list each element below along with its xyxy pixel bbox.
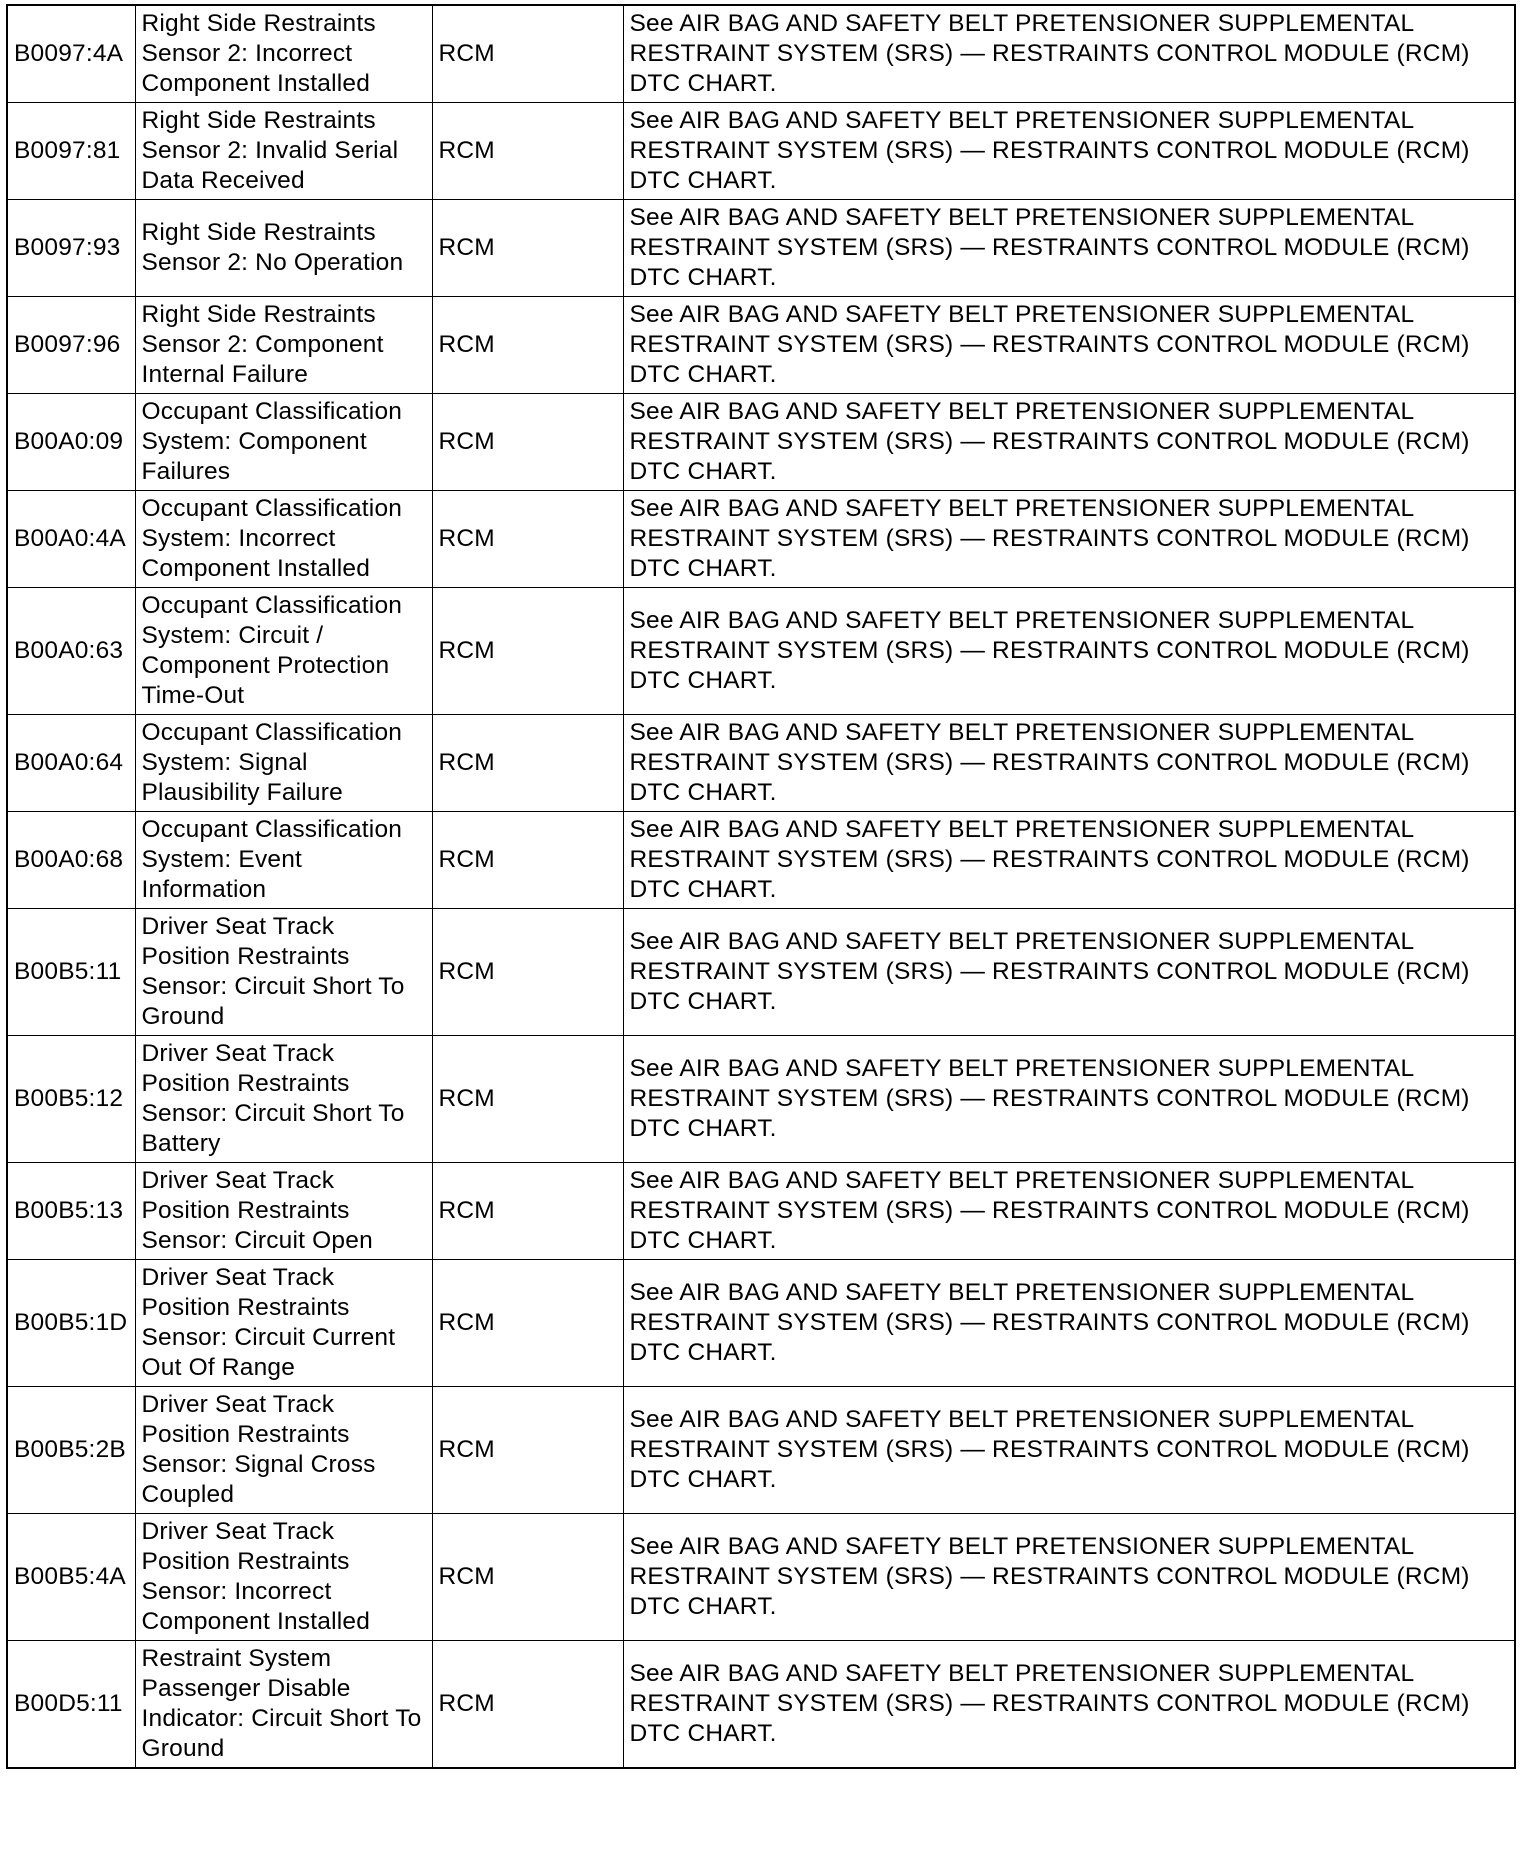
dtc-action-cell: See AIR BAG AND SAFETY BELT PRETENSIONER SUPPLEMENTAL RESTRAINT SYSTEM (SRS) — RESTRAINTS CONTROL MODULE (RCM) DTC CHART. <box>623 1163 1515 1260</box>
dtc-action-cell: See AIR BAG AND SAFETY BELT PRETENSIONER SUPPLEMENTAL RESTRAINT SYSTEM (SRS) — RESTRAINTS CONTROL MODULE (RCM) DTC CHART. <box>623 491 1515 588</box>
dtc-module-cell: RCM <box>432 812 623 909</box>
table-row <box>7 715 1515 812</box>
dtc-action-cell: See AIR BAG AND SAFETY BELT PRETENSIONER SUPPLEMENTAL RESTRAINT SYSTEM (SRS) — RESTRAINTS CONTROL MODULE (RCM) DTC CHART. <box>623 394 1515 491</box>
dtc-description-cell: Right Side Restraints Sensor 2: Invalid Serial Data Received <box>135 103 432 200</box>
dtc-code-cell: B0097:96 <box>7 297 135 394</box>
table-row <box>7 1514 1515 1641</box>
dtc-description-cell: Right Side Restraints Sensor 2: Component Internal Failure <box>135 297 432 394</box>
dtc-description-cell: Occupant Classification System: Component Failures <box>135 394 432 491</box>
dtc-module-cell: RCM <box>432 588 623 715</box>
dtc-description-cell: Driver Seat Track Position Restraints Sensor: Circuit Current Out Of Range <box>135 1260 432 1387</box>
table-row <box>7 812 1515 909</box>
table-row <box>7 1260 1515 1387</box>
dtc-action-cell: See AIR BAG AND SAFETY BELT PRETENSIONER SUPPLEMENTAL RESTRAINT SYSTEM (SRS) — RESTRAINTS CONTROL MODULE (RCM) DTC CHART. <box>623 812 1515 909</box>
dtc-code-cell: B0097:81 <box>7 103 135 200</box>
dtc-module-cell: RCM <box>432 1641 623 1769</box>
dtc-module-cell: RCM <box>432 1163 623 1260</box>
dtc-code-cell: B0097:93 <box>7 200 135 297</box>
dtc-description-cell: Driver Seat Track Position Restraints Sensor: Circuit Short To Battery <box>135 1036 432 1163</box>
dtc-module-cell: RCM <box>432 1514 623 1641</box>
dtc-code-cell: B00B5:1D <box>7 1260 135 1387</box>
dtc-code-cell: B00B5:12 <box>7 1036 135 1163</box>
dtc-description-cell: Driver Seat Track Position Restraints Sensor: Incorrect Component Installed <box>135 1514 432 1641</box>
dtc-code-cell: B00A0:63 <box>7 588 135 715</box>
dtc-description-cell: Occupant Classification System: Event Information <box>135 812 432 909</box>
dtc-description-cell: Occupant Classification System: Signal Plausibility Failure <box>135 715 432 812</box>
dtc-action-cell: See AIR BAG AND SAFETY BELT PRETENSIONER SUPPLEMENTAL RESTRAINT SYSTEM (SRS) — RESTRAINTS CONTROL MODULE (RCM) DTC CHART. <box>623 1641 1515 1769</box>
dtc-module-cell: RCM <box>432 491 623 588</box>
dtc-description-cell: Occupant Classification System: Incorrect Component Installed <box>135 491 432 588</box>
dtc-code-cell: B00B5:4A <box>7 1514 135 1641</box>
dtc-table <box>6 4 1516 1769</box>
table-row <box>7 200 1515 297</box>
dtc-description-cell: Right Side Restraints Sensor 2: No Operation <box>135 200 432 297</box>
dtc-module-cell: RCM <box>432 5 623 103</box>
dtc-table-body <box>7 5 1515 1768</box>
dtc-code-cell: B00A0:68 <box>7 812 135 909</box>
dtc-action-cell: See AIR BAG AND SAFETY BELT PRETENSIONER SUPPLEMENTAL RESTRAINT SYSTEM (SRS) — RESTRAINTS CONTROL MODULE (RCM) DTC CHART. <box>623 1387 1515 1514</box>
table-row <box>7 5 1515 103</box>
dtc-module-cell: RCM <box>432 1036 623 1163</box>
dtc-action-cell: See AIR BAG AND SAFETY BELT PRETENSIONER SUPPLEMENTAL RESTRAINT SYSTEM (SRS) — RESTRAINTS CONTROL MODULE (RCM) DTC CHART. <box>623 297 1515 394</box>
table-row <box>7 394 1515 491</box>
dtc-action-cell: See AIR BAG AND SAFETY BELT PRETENSIONER SUPPLEMENTAL RESTRAINT SYSTEM (SRS) — RESTRAINTS CONTROL MODULE (RCM) DTC CHART. <box>623 200 1515 297</box>
table-row <box>7 1163 1515 1260</box>
dtc-code-cell: B0097:4A <box>7 5 135 103</box>
dtc-action-cell: See AIR BAG AND SAFETY BELT PRETENSIONER SUPPLEMENTAL RESTRAINT SYSTEM (SRS) — RESTRAINTS CONTROL MODULE (RCM) DTC CHART. <box>623 1036 1515 1163</box>
dtc-description-cell: Driver Seat Track Position Restraints Sensor: Circuit Short To Ground <box>135 909 432 1036</box>
dtc-code-cell: B00B5:2B <box>7 1387 135 1514</box>
dtc-module-cell: RCM <box>432 715 623 812</box>
dtc-action-cell: See AIR BAG AND SAFETY BELT PRETENSIONER SUPPLEMENTAL RESTRAINT SYSTEM (SRS) — RESTRAINTS CONTROL MODULE (RCM) DTC CHART. <box>623 1260 1515 1387</box>
table-row <box>7 1641 1515 1769</box>
table-row <box>7 297 1515 394</box>
dtc-code-cell: B00D5:11 <box>7 1641 135 1769</box>
dtc-code-cell: B00A0:64 <box>7 715 135 812</box>
dtc-code-cell: B00B5:11 <box>7 909 135 1036</box>
table-row <box>7 103 1515 200</box>
dtc-description-cell: Occupant Classification System: Circuit / Component Protection Time-Out <box>135 588 432 715</box>
table-row <box>7 1387 1515 1514</box>
dtc-description-cell: Right Side Restraints Sensor 2: Incorrect Component Installed <box>135 5 432 103</box>
dtc-module-cell: RCM <box>432 200 623 297</box>
dtc-module-cell: RCM <box>432 1260 623 1387</box>
table-row <box>7 588 1515 715</box>
dtc-description-cell: Restraint System Passenger Disable Indicator: Circuit Short To Ground <box>135 1641 432 1769</box>
dtc-action-cell: See AIR BAG AND SAFETY BELT PRETENSIONER SUPPLEMENTAL RESTRAINT SYSTEM (SRS) — RESTRAINTS CONTROL MODULE (RCM) DTC CHART. <box>623 909 1515 1036</box>
dtc-code-cell: B00A0:09 <box>7 394 135 491</box>
table-row <box>7 1036 1515 1163</box>
dtc-module-cell: RCM <box>432 297 623 394</box>
table-row <box>7 491 1515 588</box>
dtc-module-cell: RCM <box>432 909 623 1036</box>
dtc-module-cell: RCM <box>432 394 623 491</box>
dtc-module-cell: RCM <box>432 1387 623 1514</box>
dtc-module-cell: RCM <box>432 103 623 200</box>
dtc-description-cell: Driver Seat Track Position Restraints Sensor: Circuit Open <box>135 1163 432 1260</box>
dtc-action-cell: See AIR BAG AND SAFETY BELT PRETENSIONER SUPPLEMENTAL RESTRAINT SYSTEM (SRS) — RESTRAINTS CONTROL MODULE (RCM) DTC CHART. <box>623 103 1515 200</box>
dtc-action-cell: See AIR BAG AND SAFETY BELT PRETENSIONER SUPPLEMENTAL RESTRAINT SYSTEM (SRS) — RESTRAINTS CONTROL MODULE (RCM) DTC CHART. <box>623 588 1515 715</box>
dtc-action-cell: See AIR BAG AND SAFETY BELT PRETENSIONER SUPPLEMENTAL RESTRAINT SYSTEM (SRS) — RESTRAINTS CONTROL MODULE (RCM) DTC CHART. <box>623 5 1515 103</box>
dtc-action-cell: See AIR BAG AND SAFETY BELT PRETENSIONER SUPPLEMENTAL RESTRAINT SYSTEM (SRS) — RESTRAINTS CONTROL MODULE (RCM) DTC CHART. <box>623 715 1515 812</box>
dtc-code-cell: B00B5:13 <box>7 1163 135 1260</box>
dtc-code-cell: B00A0:4A <box>7 491 135 588</box>
table-row <box>7 909 1515 1036</box>
dtc-action-cell: See AIR BAG AND SAFETY BELT PRETENSIONER SUPPLEMENTAL RESTRAINT SYSTEM (SRS) — RESTRAINTS CONTROL MODULE (RCM) DTC CHART. <box>623 1514 1515 1641</box>
dtc-description-cell: Driver Seat Track Position Restraints Sensor: Signal Cross Coupled <box>135 1387 432 1514</box>
